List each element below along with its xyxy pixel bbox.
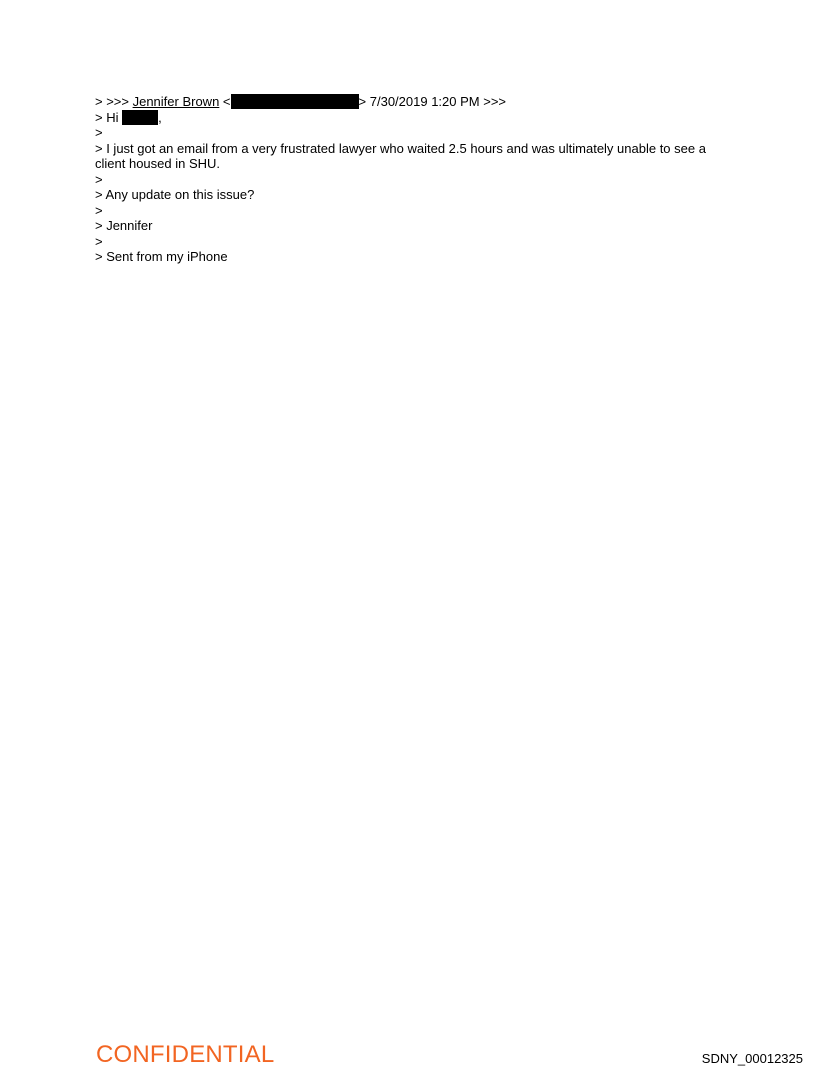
bates-number: SDNY_00012325 — [701, 1051, 803, 1066]
address-close: > — [358, 94, 370, 109]
header-suffix: >>> — [479, 94, 506, 109]
redacted-email-address — [231, 94, 359, 109]
greeting-suffix: , — [158, 109, 162, 125]
greeting-prefix: > Hi — [95, 109, 123, 125]
blank-quote-line: > — [95, 125, 103, 140]
email-header-line — [95, 94, 735, 110]
confidential-stamp: CONFIDENTIAL — [96, 1041, 275, 1068]
signature-line: > Jennifer — [95, 218, 153, 233]
message-body-line: > I just got an email from a very frustrated lawyer who waited 2.5 hours and was ultimately unable to see a client housed in SHU. — [95, 140, 706, 171]
blank-quote-line: > — [95, 202, 103, 218]
greeting-line — [95, 110, 735, 126]
email-quoted-message — [95, 94, 735, 265]
blank-quote-line: > — [95, 233, 103, 249]
quote-prefix: > >>> — [95, 94, 133, 109]
sent-from-line: > Sent from my iPhone — [95, 249, 228, 264]
redacted-recipient-name — [122, 110, 158, 125]
sender-name: Jennifer Brown — [132, 94, 220, 109]
question-line: > Any update on this issue? — [95, 187, 255, 202]
address-open: < — [219, 94, 231, 109]
blank-quote-line: > — [95, 171, 103, 187]
sent-datetime: 7/30/2019 1:20 PM — [369, 94, 480, 109]
